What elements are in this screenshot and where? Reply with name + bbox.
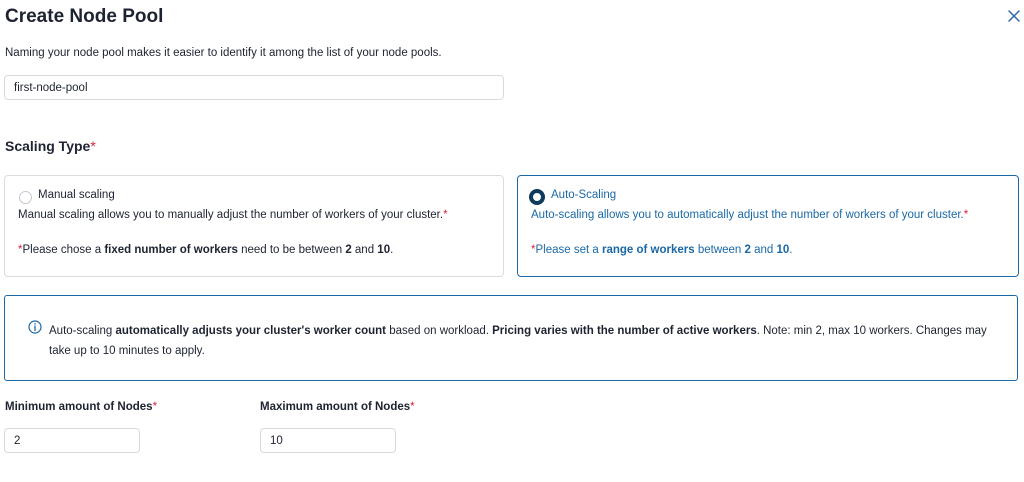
dialog-description: Naming your node pool makes it easier to identify it among the list of your node pools.	[5, 47, 442, 59]
required-mark: *	[90, 138, 96, 154]
manual-scaling-radio[interactable]	[19, 191, 32, 204]
manual-scaling-option[interactable]	[4, 175, 504, 277]
node-pool-name-input[interactable]	[4, 75, 504, 100]
dialog-title: Create Node Pool	[5, 6, 164, 27]
min-nodes-label: Minimum amount of Nodes*	[5, 401, 158, 413]
auto-scaling-description: Auto-scaling allows you to automatically adjust the number of workers of your cluster.*	[531, 209, 969, 221]
close-icon[interactable]	[1007, 9, 1021, 23]
info-icon	[28, 320, 42, 334]
auto-scaling-note: *Please set a range of workers between 2 and 10.	[531, 244, 793, 256]
manual-scaling-description: Manual scaling allows you to manually adjust the number of workers of your cluster.*	[18, 209, 448, 221]
max-nodes-input[interactable]	[260, 428, 396, 453]
info-text: Auto-scaling automatically adjusts your cluster's worker count based on workload. Pricing varies with the number of active workers. Note: min 2, max 10 workers. Changes may take up to 10 minutes to apply.	[49, 325, 987, 357]
max-nodes-label: Maximum amount of Nodes*	[260, 401, 415, 413]
auto-scaling-title: Auto-Scaling	[551, 189, 617, 201]
manual-scaling-title: Manual scaling	[38, 189, 115, 201]
scaling-type-heading: Scaling Type*	[5, 138, 96, 154]
min-nodes-input[interactable]	[4, 428, 140, 453]
manual-scaling-note: *Please chose a fixed number of workers need to be between 2 and 10.	[18, 244, 394, 256]
auto-scaling-info-banner	[4, 295, 1018, 381]
auto-scaling-radio[interactable]	[529, 189, 545, 205]
auto-scaling-option[interactable]	[517, 175, 1019, 277]
